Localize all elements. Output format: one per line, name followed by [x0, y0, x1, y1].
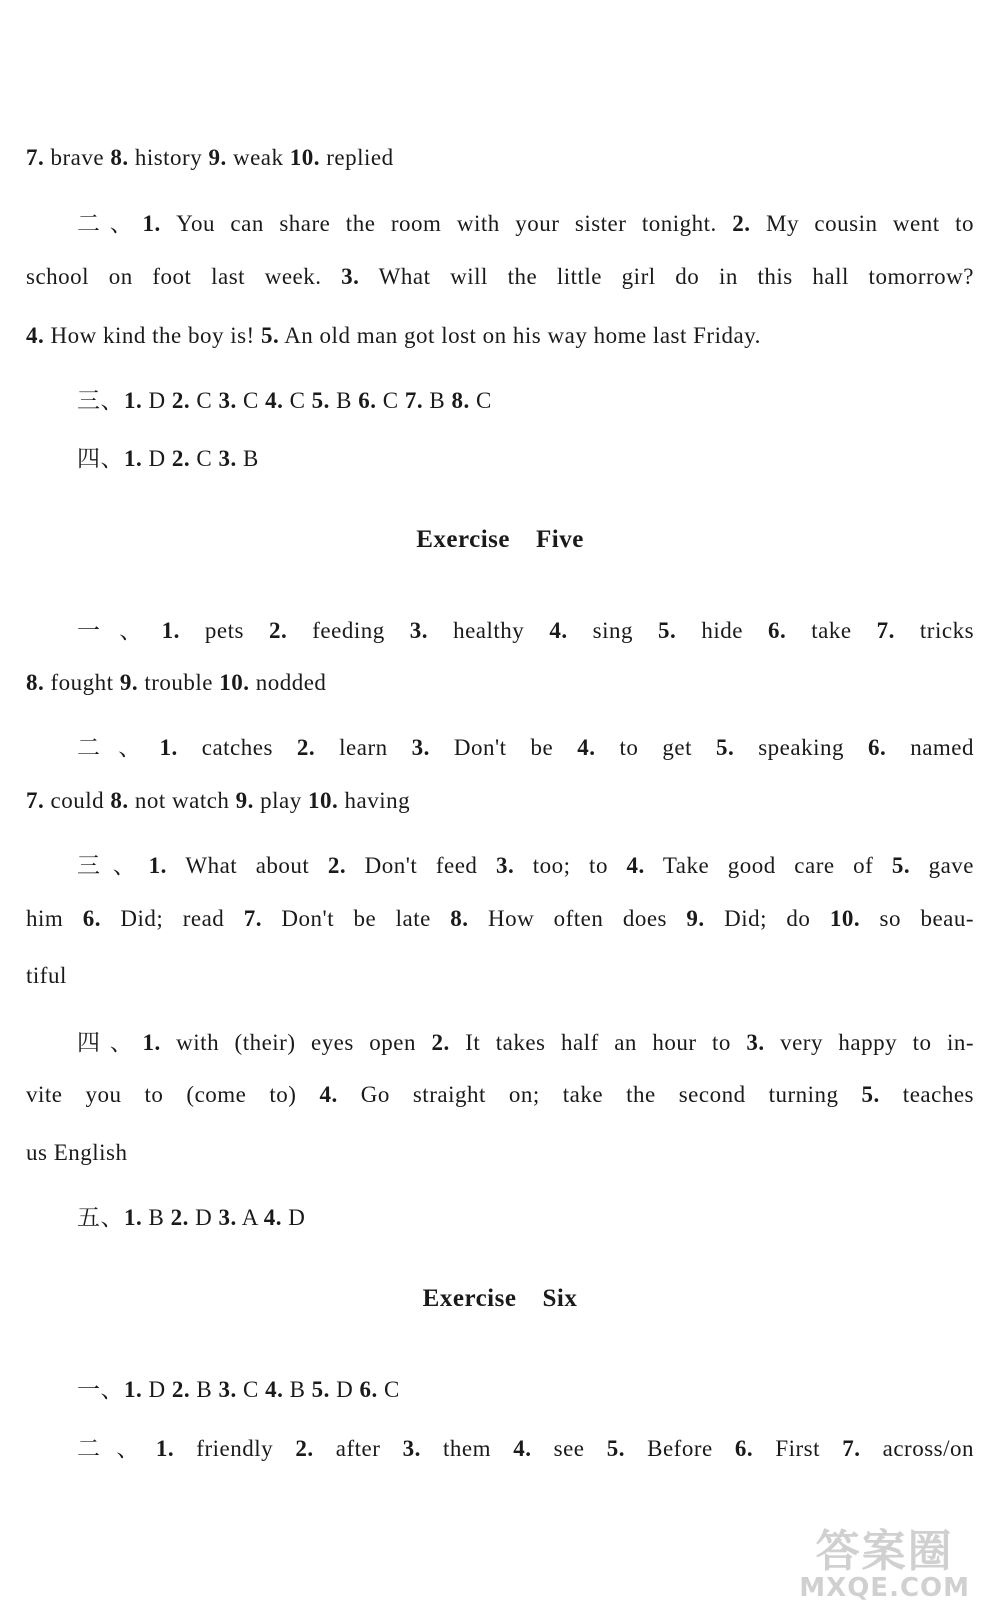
- answer-line: 一、1. pets 2. feeding 3. healthy 4. sing 5. hide 6. take 7. tricks: [77, 618, 975, 643]
- site-watermark: [799, 1525, 970, 1603]
- answer-line: 五、1. B 2. D 3. A 4. D: [77, 1205, 306, 1230]
- answer-line: 二、1. You can share the room with your sister tonight. 2. My cousin went to: [77, 211, 974, 236]
- answer-line: 三、1. What about 2. Don't feed 3. too; to 4. Take good care of 5. gave: [77, 853, 975, 878]
- answer-line: tiful: [26, 963, 67, 988]
- answer-line: 四、1. D 2. C 3. B: [77, 446, 259, 471]
- heading-word: Exercise: [422, 1285, 517, 1312]
- answer-line: 二、1. friendly 2. after 3. them 4. see 5. Before 6. First 7. across/on: [77, 1436, 975, 1461]
- section-heading-exercise-six: [0, 1285, 1000, 1313]
- answer-line: us English: [26, 1140, 128, 1165]
- answer-line: 三、1. D 2. C 3. C 4. C 5. B 6. C 7. B 8. C: [77, 388, 492, 413]
- section-heading-exercise-five: [0, 526, 1000, 554]
- answer-line: vite you to (come to) 4. Go straight on; take the second turning 5. teaches: [26, 1082, 974, 1107]
- answer-line: school on foot last week. 3. What will the little girl do in this hall tomorrow?: [26, 264, 974, 289]
- answer-line: 4. How kind the boy is! 5. An old man got lost on his way home last Friday.: [26, 323, 761, 348]
- answer-line: 7. could 8. not watch 9. play 10. having: [26, 788, 411, 813]
- heading-word: Five: [535, 526, 584, 553]
- answer-line: 7. brave 8. history 9. weak 10. replied: [26, 145, 394, 170]
- watermark-domain: MXQE.COM: [799, 1572, 970, 1603]
- answer-line: 8. fought 9. trouble 10. nodded: [26, 670, 327, 695]
- watermark-logo-text: 答案圈: [815, 1525, 954, 1577]
- answer-line: him 6. Did; read 7. Don't be late 8. How often does 9. Did; do 10. so beau-: [26, 906, 975, 931]
- heading-word: Six: [542, 1285, 578, 1312]
- heading-word: Exercise: [416, 526, 510, 553]
- answer-line: 四、1. with (their) eyes open 2. It takes half an hour to 3. very happy to in-: [77, 1030, 975, 1055]
- answer-line: 一、1. D 2. B 3. C 4. B 5. D 6. C: [77, 1377, 400, 1402]
- answer-line: 二、1. catches 2. learn 3. Don't be 4. to get 5. speaking 6. named: [77, 735, 975, 760]
